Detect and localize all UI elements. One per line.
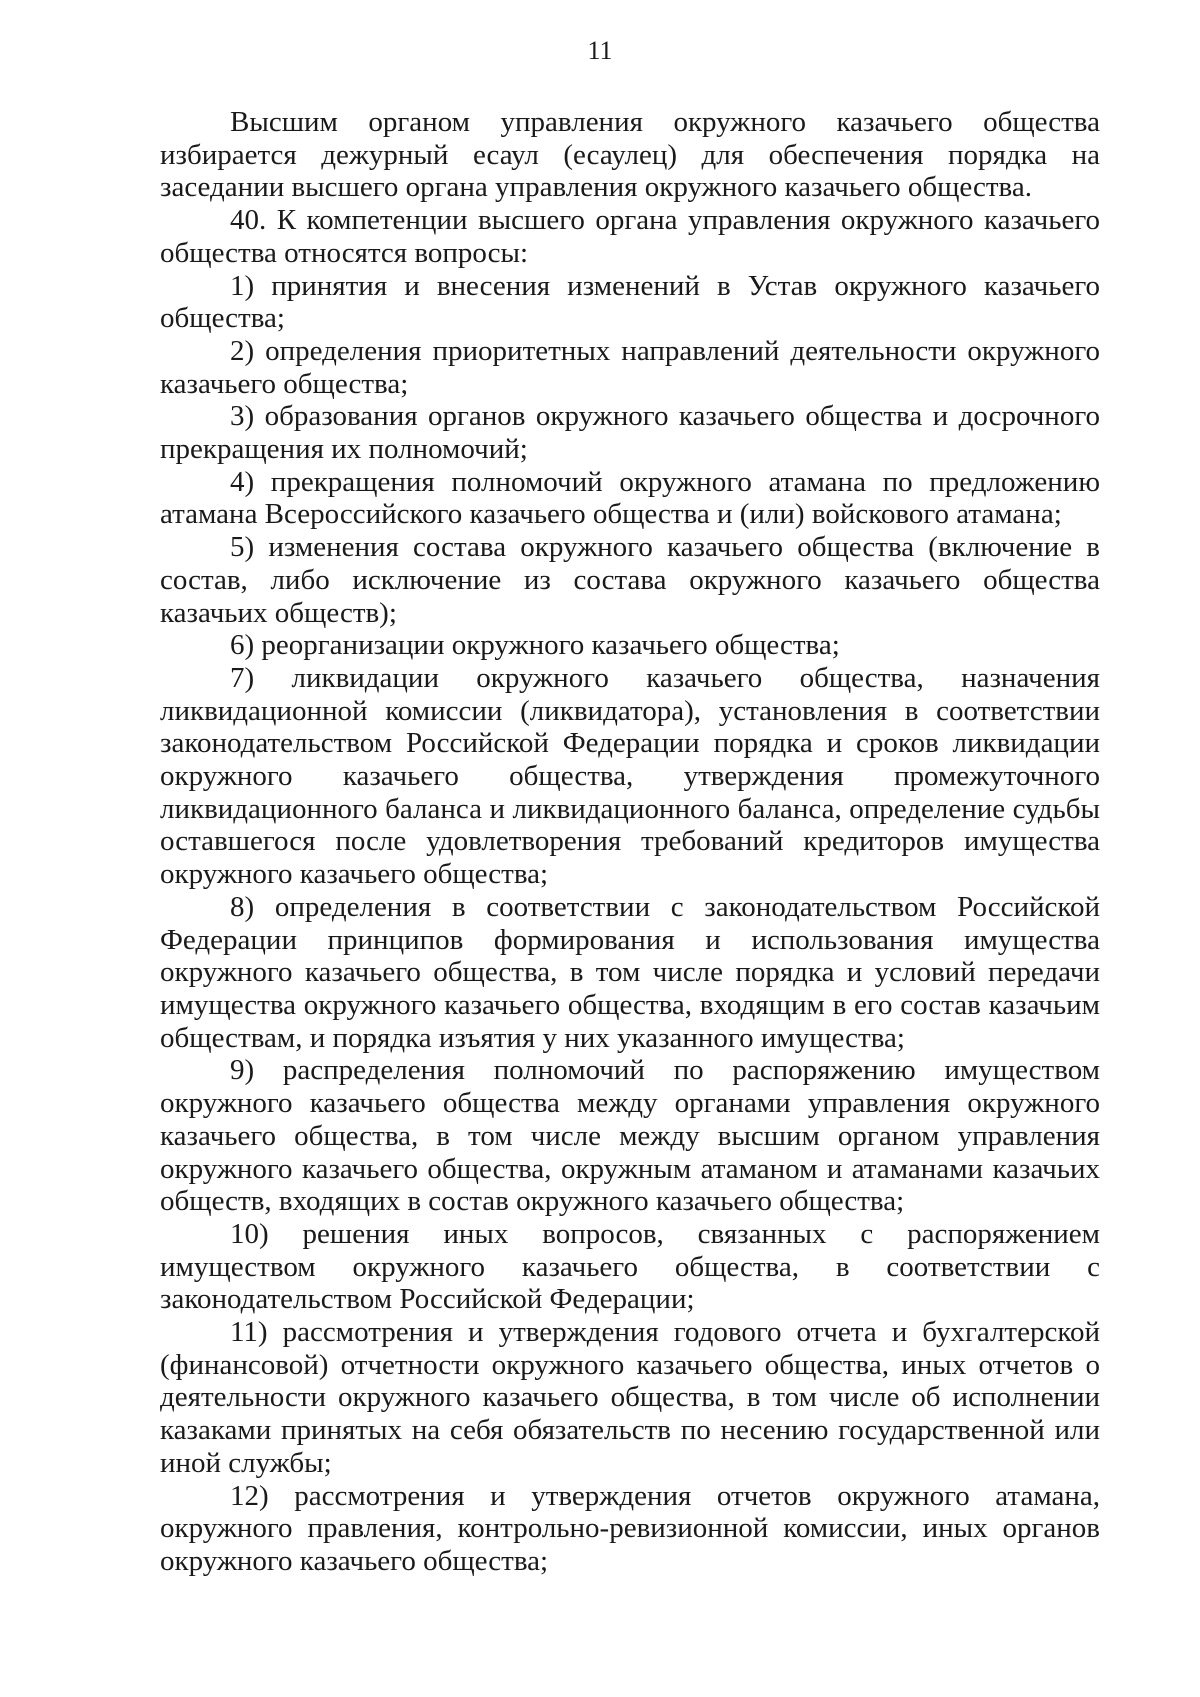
list-item-6: 6) реорганизации окружного казачьего общества; bbox=[230, 629, 840, 662]
list-item-11: 11) рассмотрения и утверждения годового отчета и бухгалтерской (финансовой) отчетности окружного казачьего общества, иных отчетов о деятельности окружного казачьего общества, в том числе об исполнении казаками принятых на себя обязательств по несению государственной или иной службы; bbox=[160, 1316, 1100, 1479]
document-body bbox=[160, 106, 1100, 1578]
list-item-3: 3) образования органов окружного казачьего общества и досрочного прекращения их полномочий; bbox=[160, 400, 1100, 466]
list-item-7: 7) ликвидации окружного казачьего общества, назначения ликвидационной комиссии (ликвидатора), установления в соответствии законодательством Российской Федерации порядка и сроков ликвидации окружного казачьего общества, утверждения промежуточного ликвидационного баланса и ликвидационного баланса, определение судьбы оставшегося после удовлетворения требований кредиторов имущества окружного казачьего общества; bbox=[160, 661, 1100, 891]
paragraph-intro: Высшим органом управления окружного казачьего общества избирается дежурный есаул (есаулец) для обеспечения порядка на заседании высшего органа управления окружного казачьего общества. bbox=[160, 106, 1100, 204]
paragraph-40: 40. К компетенции высшего органа управления окружного казачьего общества относятся вопросы: bbox=[160, 204, 1100, 269]
list-item-4: 4) прекращения полномочий окружного атамана по предложению атамана Всероссийского казачьего общества и (или) войскового атамана; bbox=[160, 465, 1100, 531]
list-item-8: 8) определения в соответствии с законодательством Российской Федерации принципов формирования и использования имущества окружного казачьего общества, в том числе порядка и условий передачи имущества окружного казачьего общества, входящим в его состав казачьим обществам, и порядка изъятия у них указанного имущества; bbox=[160, 890, 1100, 1054]
list-item-2: 2) определения приоритетных направлений деятельности окружного казачьего общества; bbox=[160, 334, 1100, 400]
page-number: 11 bbox=[587, 36, 613, 65]
list-item-12: 12) рассмотрения и утверждения отчетов окружного атамана, окружного правления, контрольно-ревизионной комиссии, иных органов окружного казачьего общества; bbox=[160, 1479, 1100, 1577]
list-item-10: 10) решения иных вопросов, связанных с распоряжением имуществом окружного казачьего общества, в соответствии с законодательством Российской Федерации; bbox=[160, 1217, 1100, 1316]
list-item-5: 5) изменения состава окружного казачьего общества (включение в состав, либо исключение из состава окружного казачьего общества казачьих обществ); bbox=[160, 531, 1100, 629]
list-item-9: 9) распределения полномочий по распоряжению имуществом окружного казачьего общества между органами управления окружного казачьего общества, в том числе между высшим органом управления окружного казачьего общества, окружным атаманом и атаманами казачьих обществ, входящих в состав окружного казачьего общества; bbox=[160, 1054, 1100, 1218]
list-item-1: 1) принятия и внесения изменений в Устав окружного казачьего общества; bbox=[160, 269, 1100, 335]
